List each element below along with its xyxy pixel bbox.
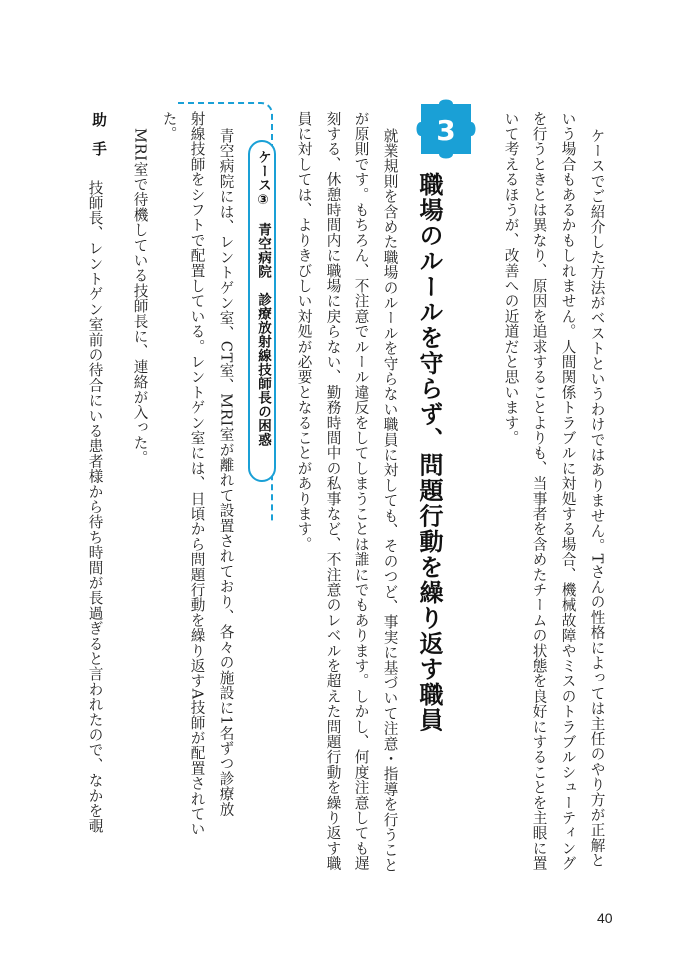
case-body-line-1: 青空病院には、レントゲン室、CT室、MRI室が離れて設置されており、各々の施設に1名ずつ診療放 <box>217 128 235 817</box>
section-body-line-3: 刻する、休憩時間内に職場に戻らない、勤務時間中の私事など、不注意のレベルを超えた問題行動を繰り返す職 <box>324 111 342 871</box>
dialogue-speaker: 助 手 <box>90 112 107 156</box>
section-number-badge-icon <box>415 98 477 160</box>
section-body-line-1: 就業規則を含めた職場のルールを守らない職員に対しても、そのつど、事実に基づいて注意・指導を行うこと <box>381 128 399 873</box>
page-number: 40 <box>597 910 613 926</box>
intro-line-3: を行うときとは異なり、原因を追求することよりも、当事者を含めたチームの状態を良好にすることを主眼に置 <box>530 111 548 871</box>
intro-line-2: いう場合もあるかもしれません。人間関係トラブルに対処する場合、機械故障やミスのトラブルシューティング <box>559 111 577 871</box>
case-title: ケース③ 青空病院 診療放射線技師長の困惑 <box>255 150 271 447</box>
section-body-line-2: が原則です。もちろん、不注意でルール違反をしてしまうことは誰にでもあります。しかし、何度注意しても遅 <box>352 111 370 871</box>
section-number: 3 <box>436 114 456 147</box>
case-body-line-2: 射線技師をシフトで配置している。レントゲン室には、日頃から問題行動を繰り返すA技師が配置されてい <box>188 111 206 837</box>
dialogue-text: 技師長、レントゲン室前の待合にいる患者様から待ち時間が長過ぎると言われたので、なかを覗 <box>86 180 104 834</box>
case-body-line-3: た。 <box>160 111 178 142</box>
intro-line-1: ケースでご紹介した方法がベストというわけではありません。Tさんの性格によっては主任のやり方が正解と <box>588 128 606 868</box>
section-body-line-4: 員に対しては、よりきびしい対処が必要となることがあります。 <box>295 111 313 552</box>
section-title: 職場のルールを守らず、問題行動を繰り返す職員 <box>415 172 443 733</box>
case-body-line-4: MRI室で待機している技師長に、連絡が入った。 <box>131 128 149 466</box>
intro-line-4: いて考えるほうが、改善への近道だと思います。 <box>502 111 520 446</box>
